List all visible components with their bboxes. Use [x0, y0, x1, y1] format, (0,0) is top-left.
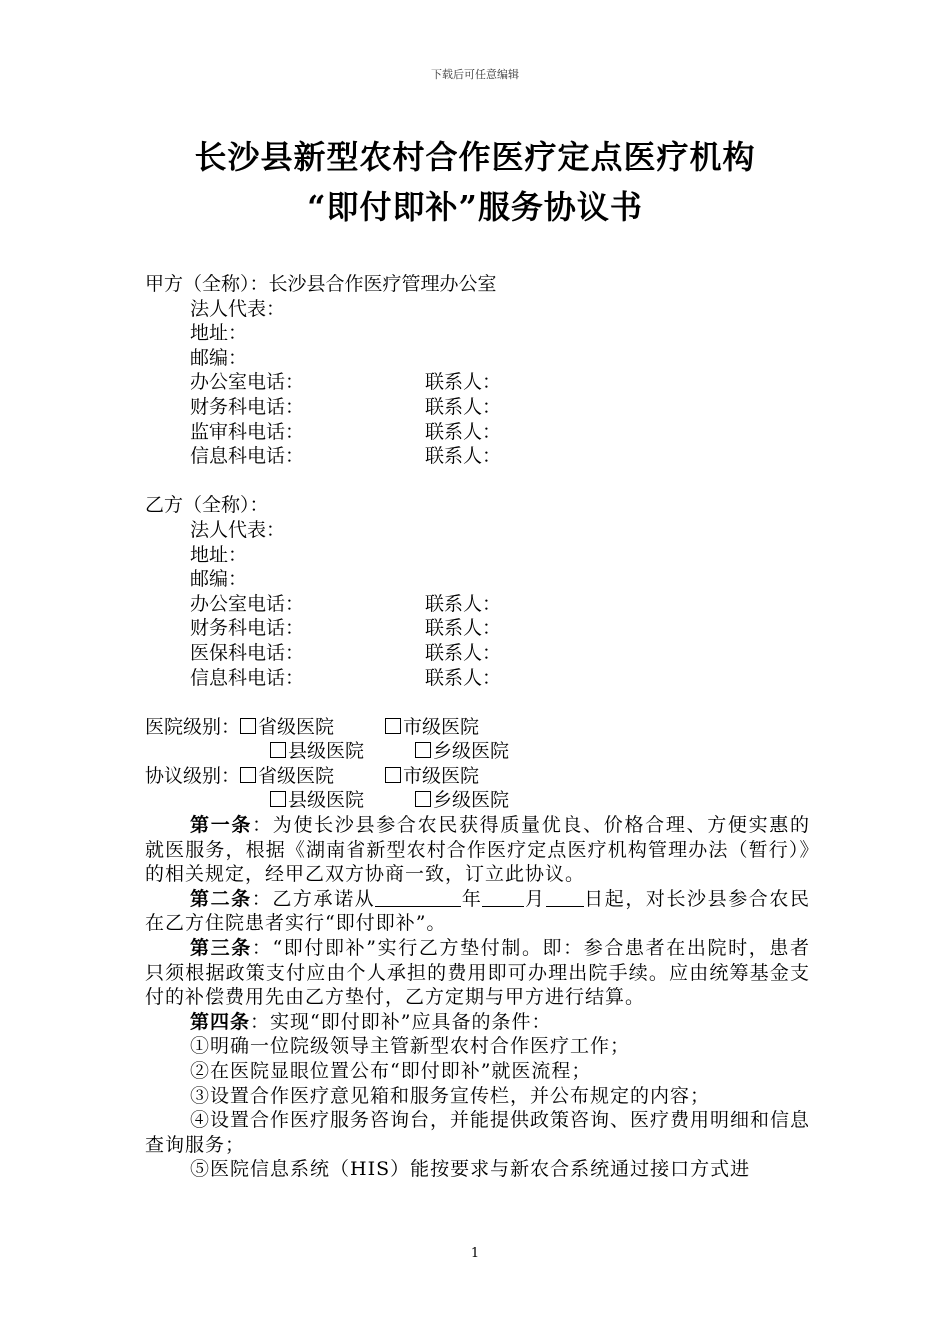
checkbox-icon[interactable] [240, 718, 256, 734]
article-4-item: ⑤医院信息系统（HIS）能按要求与新农合系统通过接口方式进 [190, 1158, 751, 1181]
contact-label: 联系人： [425, 617, 502, 640]
year-blank[interactable] [375, 890, 461, 907]
dept-phone-label: 办公室电话： [190, 371, 305, 394]
option-county[interactable] [270, 788, 415, 813]
article-3 [145, 936, 810, 1010]
checkbox-icon[interactable] [240, 767, 256, 783]
party-b-contact-row [145, 592, 810, 617]
month-label: 月 [524, 887, 546, 910]
article-4-item: ④设置合作医疗服务咨询台，并能提供政策咨询、医疗费用明细和信息查询服务； [145, 1109, 811, 1156]
option-label: 省级医院 [258, 764, 335, 787]
article-4-item: ②在医院显眼位置公布“即付即补”就医流程； [190, 1060, 592, 1082]
spacer [145, 469, 810, 494]
dept-phone-label: 监审科电话： [190, 420, 305, 443]
hospital-level-row-2 [145, 739, 810, 764]
option-label: 市级医院 [403, 764, 480, 787]
agreement-level-row [145, 764, 810, 789]
party-a-contact-row [145, 370, 810, 395]
party-a-contact-row [145, 420, 810, 445]
party-b-contact-row [145, 616, 810, 641]
dept-phone-label: 信息科电话： [190, 445, 305, 468]
article-4-item: ①明确一位院级领导主管新型农村合作医疗工作； [190, 1035, 631, 1058]
checkbox-icon[interactable] [415, 742, 431, 758]
article-heading: 第四条 [190, 1010, 251, 1033]
contact-label: 联系人： [425, 641, 502, 664]
article-text: ：实现“即付即补”应具备的条件： [250, 1010, 552, 1033]
article-4-item: ③设置合作医疗意见箱和服务宣传栏，并公布规定的内容； [190, 1084, 711, 1107]
document-title-line2: “即付即补”服务协议书 [307, 188, 643, 226]
page-number: 1 [470, 1246, 480, 1261]
contact-label: 联系人： [425, 371, 502, 394]
option-municipal[interactable] [385, 715, 530, 740]
contact-label: 联系人： [425, 445, 502, 468]
contact-label: 联系人： [425, 420, 502, 443]
option-county[interactable] [270, 739, 415, 764]
party-a-contact-row [145, 444, 810, 469]
article-2 [145, 887, 810, 936]
party-a-legal-rep: 法人代表： [190, 297, 286, 320]
hospital-level-label: 医院级别： [145, 715, 241, 738]
agreement-level-row-2 [145, 788, 810, 813]
party-a-postcode: 邮编： [190, 346, 248, 369]
checkbox-icon[interactable] [415, 791, 431, 807]
option-municipal[interactable] [385, 764, 530, 789]
article-4 [145, 1010, 810, 1035]
party-b-contact-row [145, 666, 810, 691]
party-b-contact-row [145, 641, 810, 666]
document-title-line1: 长沙县新型农村合作医疗定点医疗机构 [194, 138, 756, 176]
month-blank[interactable] [482, 890, 524, 907]
article-text: ：乙方承诺从 [251, 887, 376, 910]
party-b-address: 地址： [190, 543, 248, 566]
header-note: 下载后可任意编辑 [431, 68, 519, 81]
checkbox-icon[interactable] [270, 742, 286, 758]
hospital-level-row [145, 715, 810, 740]
option-label: 县级医院 [288, 789, 365, 812]
article-text: ：为使长沙县参合农民获得质量优良、价格合理、方便实惠的就医服务，根据《湖南省新型农村合作医疗定点医疗机构管理办法（暂行）》的相关规定，经甲乙双方协商一致，订立此协议。 [145, 814, 810, 886]
party-a-contact-row [145, 395, 810, 420]
dept-phone-label: 办公室电话： [190, 592, 305, 615]
contact-label: 联系人： [425, 395, 502, 418]
checkbox-icon[interactable] [385, 718, 401, 734]
party-a-label: 甲方（全称）：长沙县合作医疗管理办公室 [145, 273, 497, 295]
contact-label: 联系人： [425, 666, 502, 689]
article-1 [145, 813, 810, 887]
option-township[interactable] [415, 739, 560, 764]
agreement-level-label: 协议级别： [145, 764, 241, 787]
document-body [145, 272, 810, 1182]
article-text: ：“即付即补”实行乙方垫付制。即：参合患者在出院时，患者只须根据政策支付应由个人承担的费用即可办理出院手续。应由统筹基金支付的补偿费用先由乙方垫付，乙方定期与甲方进行结算。 [145, 937, 810, 1009]
spacer [145, 690, 810, 715]
checkbox-icon[interactable] [385, 767, 401, 783]
option-township[interactable] [415, 788, 560, 813]
year-label: 年 [461, 887, 483, 910]
party-a-address: 地址： [190, 322, 248, 345]
option-label: 乡级医院 [433, 789, 510, 812]
dept-phone-label: 医保科电话： [190, 641, 305, 664]
option-provincial[interactable] [240, 764, 385, 789]
option-provincial[interactable] [240, 715, 385, 740]
party-b-legal-rep: 法人代表： [190, 518, 286, 541]
party-b-postcode: 邮编： [190, 568, 248, 591]
article-heading: 第一条 [190, 814, 253, 837]
dept-phone-label: 信息科电话： [190, 666, 305, 689]
dept-phone-label: 财务科电话： [190, 617, 305, 640]
dept-phone-label: 财务科电话： [190, 395, 305, 418]
option-label: 县级医院 [288, 740, 365, 763]
article-heading: 第二条 [190, 887, 252, 910]
article-heading: 第三条 [190, 937, 252, 960]
contact-label: 联系人： [425, 592, 502, 615]
day-blank[interactable] [546, 890, 584, 907]
party-b-label: 乙方（全称）： [145, 494, 269, 517]
checkbox-icon[interactable] [270, 791, 286, 807]
option-label: 市级医院 [403, 715, 480, 738]
option-label: 乡级医院 [433, 740, 510, 763]
article-text: 日起，对长沙县参合农民在乙方住院患者实行“即付即补”。 [145, 887, 810, 935]
option-label: 省级医院 [258, 715, 335, 738]
